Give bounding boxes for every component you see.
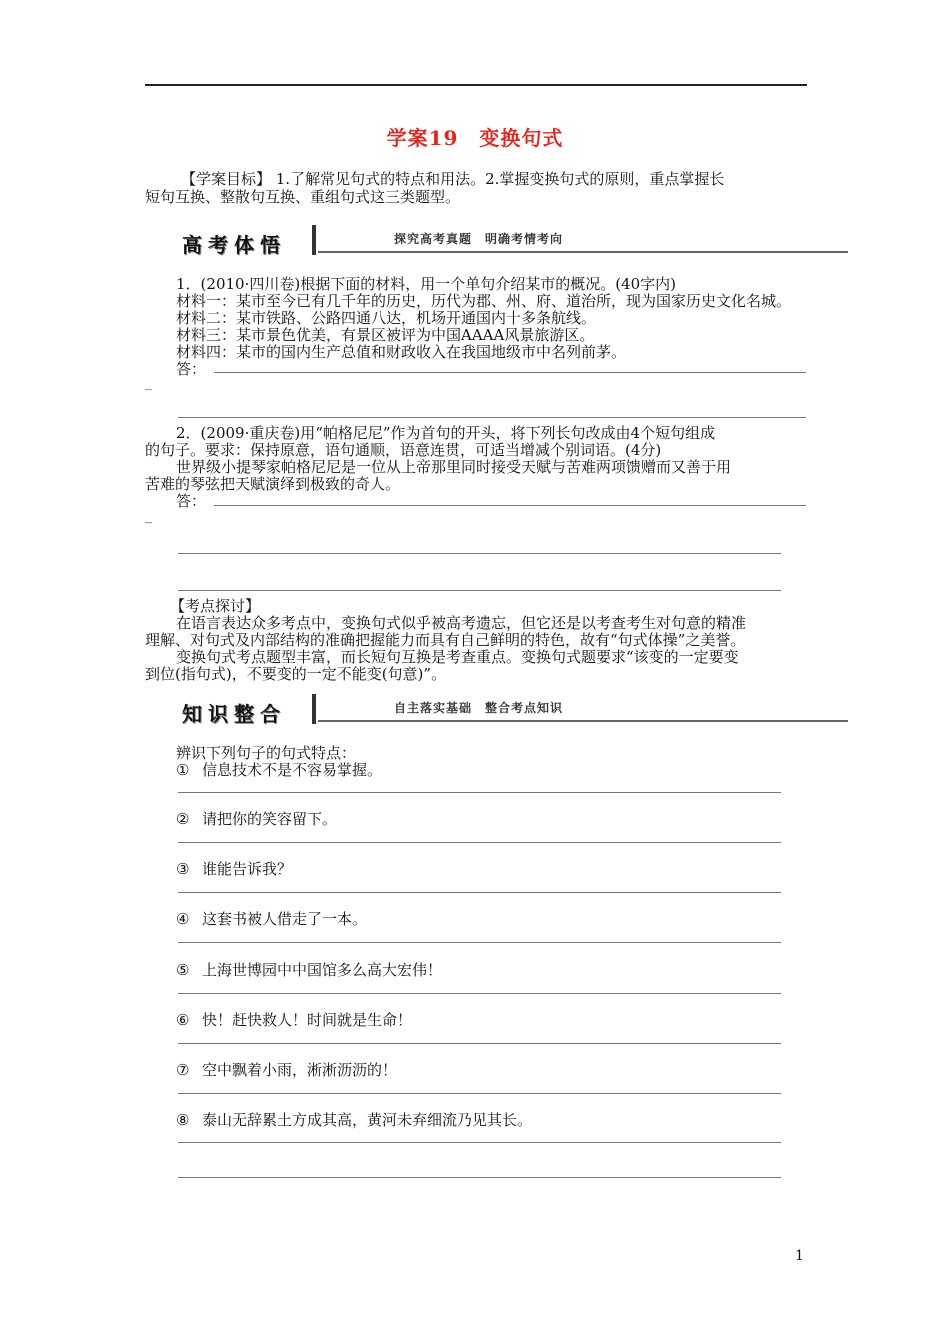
q1-answer-line[interactable]	[214, 372, 806, 373]
objectives-line-1: 【学案目标】 1.了解常见句式的特点和用法。2.掌握变换句式的原则，重点掌握长	[181, 170, 725, 188]
identify-intro: 辨识下列句子的句式特点：	[176, 744, 357, 762]
objectives-line-2: 短句互换、整散句互换、重组句式这三类题型。	[145, 188, 461, 206]
answer-line[interactable]	[178, 1142, 781, 1143]
q1-material-1: 材料一：某市至今已有几千年的历史，历代为郡、州、府、道治所，现为国家历史文化名城。	[176, 292, 792, 310]
kaodian-p1-b: 理解、对句式及内部结构的准确把握能力而具有自己鲜明的特色，故有“句式体操”之美誉。	[145, 631, 746, 649]
answer-line[interactable]	[178, 993, 781, 994]
q2-text-2: 苦难的琴弦把天赋演绎到极致的奇人。	[145, 475, 401, 493]
banner-gaokao-title: 高考体悟	[182, 233, 286, 257]
page-number: 1	[795, 1248, 804, 1264]
q2-answer-line-3[interactable]	[178, 590, 781, 591]
list-item: ① 信息技术不是不容易掌握。	[176, 761, 383, 779]
q1-stem: 1．(2010·四川卷)根据下面的材料，用一个单句介绍某市的概况。(40字内)	[176, 275, 676, 293]
header-rule	[145, 84, 807, 86]
list-item: ⑥ 快！赶快救人！时间就是生命！	[176, 1011, 413, 1029]
answer-line[interactable]	[178, 1177, 781, 1178]
banner-zhishi-subtitle: 自主落实基础 整合考点知识	[394, 701, 564, 715]
list-item: ⑧ 泰山无辞累土方成其高，黄河未弃细流乃见其长。	[176, 1111, 533, 1129]
answer-line[interactable]	[178, 892, 781, 893]
kaodian-heading: 【考点探讨】	[170, 597, 261, 615]
banner-zhishi-title: 知识整合	[182, 702, 286, 726]
list-item: ④ 这套书被人借走了一本。	[176, 910, 368, 928]
answer-line[interactable]	[178, 1043, 781, 1044]
q2-answer-line[interactable]	[214, 505, 806, 506]
answer-line[interactable]	[178, 1093, 781, 1094]
banner-divider	[312, 694, 316, 724]
q1-answer-line-2[interactable]	[178, 417, 806, 418]
banner-gaokao	[182, 229, 848, 263]
banner-underline	[318, 720, 848, 722]
q1-material-4: 材料四：某市的国内生产总值和财政收入在我国地级市中名列前茅。	[176, 343, 627, 361]
q1-material-3: 材料三：某市景色优美，有景区被评为中国AAAA风景旅游区。	[176, 326, 595, 344]
banner-underline	[318, 251, 848, 253]
q2-dash: _	[145, 508, 152, 524]
list-item: ③ 谁能告诉我？	[176, 860, 293, 878]
q2-stem-2: 的句子。要求：保持原意，语句通顺，语意连贯，可适当增减个别词语。(4分)	[145, 441, 662, 459]
kaodian-p2-b: 到位(指句式)，不要变的一定不能变(句意)”。	[145, 665, 447, 683]
list-item: ⑤ 上海世博园中中国馆多么高大宏伟！	[176, 961, 443, 979]
banner-zhishi	[182, 698, 848, 732]
list-item: ⑦ 空中飘着小雨，淅淅沥沥的！	[176, 1061, 398, 1079]
list-item: ② 请把你的笑容留下。	[176, 810, 338, 828]
answer-line[interactable]	[178, 942, 781, 943]
q2-text-1: 世界级小提琴家帕格尼尼是一位从上帝那里同时接受天赋与苦难两项馈赠而又善于用	[176, 458, 732, 476]
banner-gaokao-subtitle: 探究高考真题 明确考情考向	[394, 232, 564, 246]
q2-answer-label: 答：	[176, 492, 207, 510]
q1-answer-label: 答：	[176, 360, 207, 378]
banner-divider	[312, 225, 316, 255]
q2-stem-1: 2．(2009·重庆卷)用“帕格尼尼”作为首句的开头，将下列长句改成由4个短句组成	[176, 424, 716, 442]
kaodian-p1-a: 在语言表达众多考点中，变换句式似乎被高考遗忘，但它还是以考查考生对句意的精准	[176, 614, 747, 632]
q1-dash: _	[145, 375, 152, 391]
q1-material-2: 材料二：某市铁路、公路四通八达，机场开通国内十多条航线。	[176, 309, 597, 327]
page-title: 学案19 变换句式	[386, 126, 564, 150]
q2-answer-line-2[interactable]	[178, 553, 781, 554]
answer-line[interactable]	[178, 842, 781, 843]
answer-line[interactable]	[178, 792, 781, 793]
kaodian-p2-a: 变换句式考点题型丰富，而长短句互换是考查重点。变换句式题要求“该变的一定要变	[176, 648, 739, 666]
